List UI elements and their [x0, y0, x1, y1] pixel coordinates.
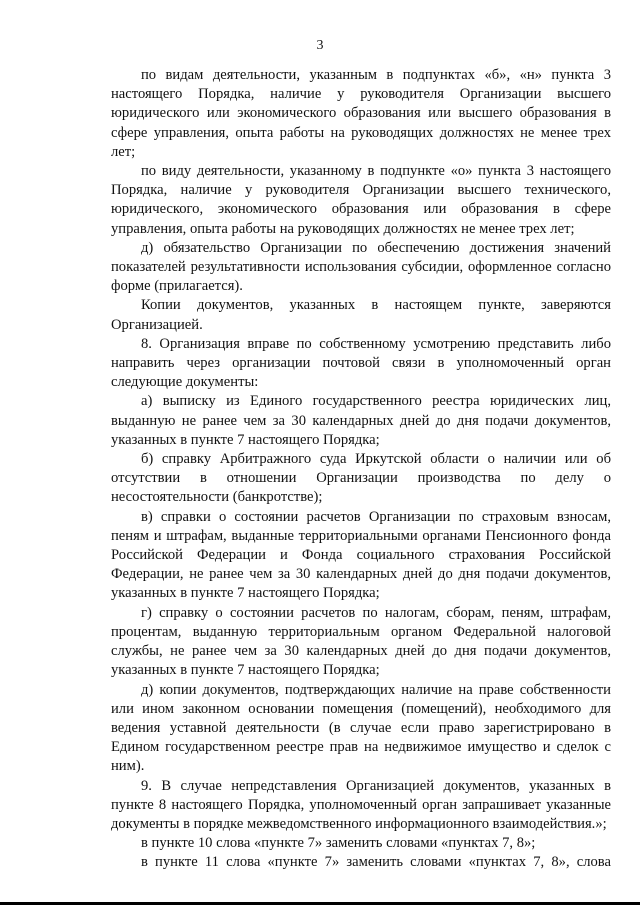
paragraph: б) справку Арбитражного суда Иркутской области о наличии или об отсутствии в отношении Организации производства по делу о несостоятельности (банкротстве);	[111, 451, 611, 506]
paragraph: г) справку о состоянии расчетов по налогам, сборам, пеням, штрафам, процентам, выданную территориальным органом Федеральной налоговой службы, не ранее чем за 30 календарных дней до дня подачи документов, указанных в пункте 7 настоящего Порядка;	[111, 604, 611, 679]
paragraph: в) справки о состоянии расчетов Организации по страховым взносам, пеням и штрафам, выданные территориальными органами Пенсионного фонда Российской Федерации и Фонда социального страхования Российской Федерации, не ранее чем за 30 календарных дней до дня подачи документов, указанных в пункте 7 настоящего Порядка;	[111, 508, 611, 602]
paragraph: по виду деятельности, указанному в подпункте «о» пункта 3 настоящего Порядка, наличие у руководителя Организации высшего технического, юридического, экономического образования или образования в сфере управления, опыта работы на руководящих должностях не менее трех лет;	[111, 163, 611, 237]
paragraph: 9. В случае непредставления Организацией документов, указанных в пункте 8 настоящего Порядка, уполномоченный орган запрашивает указанные документы в порядке межведомственного информационного взаимодействия.»;	[111, 777, 611, 832]
paragraph: а) выписку из Единого государственного реестра юридических лиц, выданную не ранее чем за 30 календарных дней до дня подачи документов, указанных в пункте 7 настоящего Порядка;	[111, 393, 611, 448]
paragraph: д) обязательство Организации по обеспечению достижения значений показателей результативности использования субсидии, оформленное согласно форме (прилагается).	[111, 239, 611, 295]
paragraph: в пункте 10 слова «пункте 7» заменить словами «пунктах 7, 8»;	[141, 835, 536, 852]
paragraph: д) копии документов, подтверждающих наличие на праве собственности или ином законном основании помещения (помещений), необходимого для ведения уставной деятельности (в случае если право зарегистрировано в Едином государственном реестре прав на недвижимое имущество и сделок с ним).	[111, 681, 611, 775]
page-number: 3	[316, 38, 324, 53]
paragraph: в пункте 11 слова «пункте 7» заменить словами «пунктах 7, 8», слова	[141, 854, 611, 871]
paragraph: Копии документов, указанных в настоящем пункте, заверяются Организацией.	[111, 297, 611, 333]
paragraph: 8. Организация вправе по собственному усмотрению представить либо направить через организации почтовой связи в уполномоченный орган следующие документы:	[111, 335, 611, 391]
paragraph: по видам деятельности, указанным в подпунктах «б», «н» пункта 3 настоящего Порядка, наличие у руководителя Организации высшего юридического или экономического образования или высшего образования в сфере управления, опыта работы на руководящих должностях не менее трех лет;	[111, 67, 611, 160]
document-body	[111, 66, 611, 873]
